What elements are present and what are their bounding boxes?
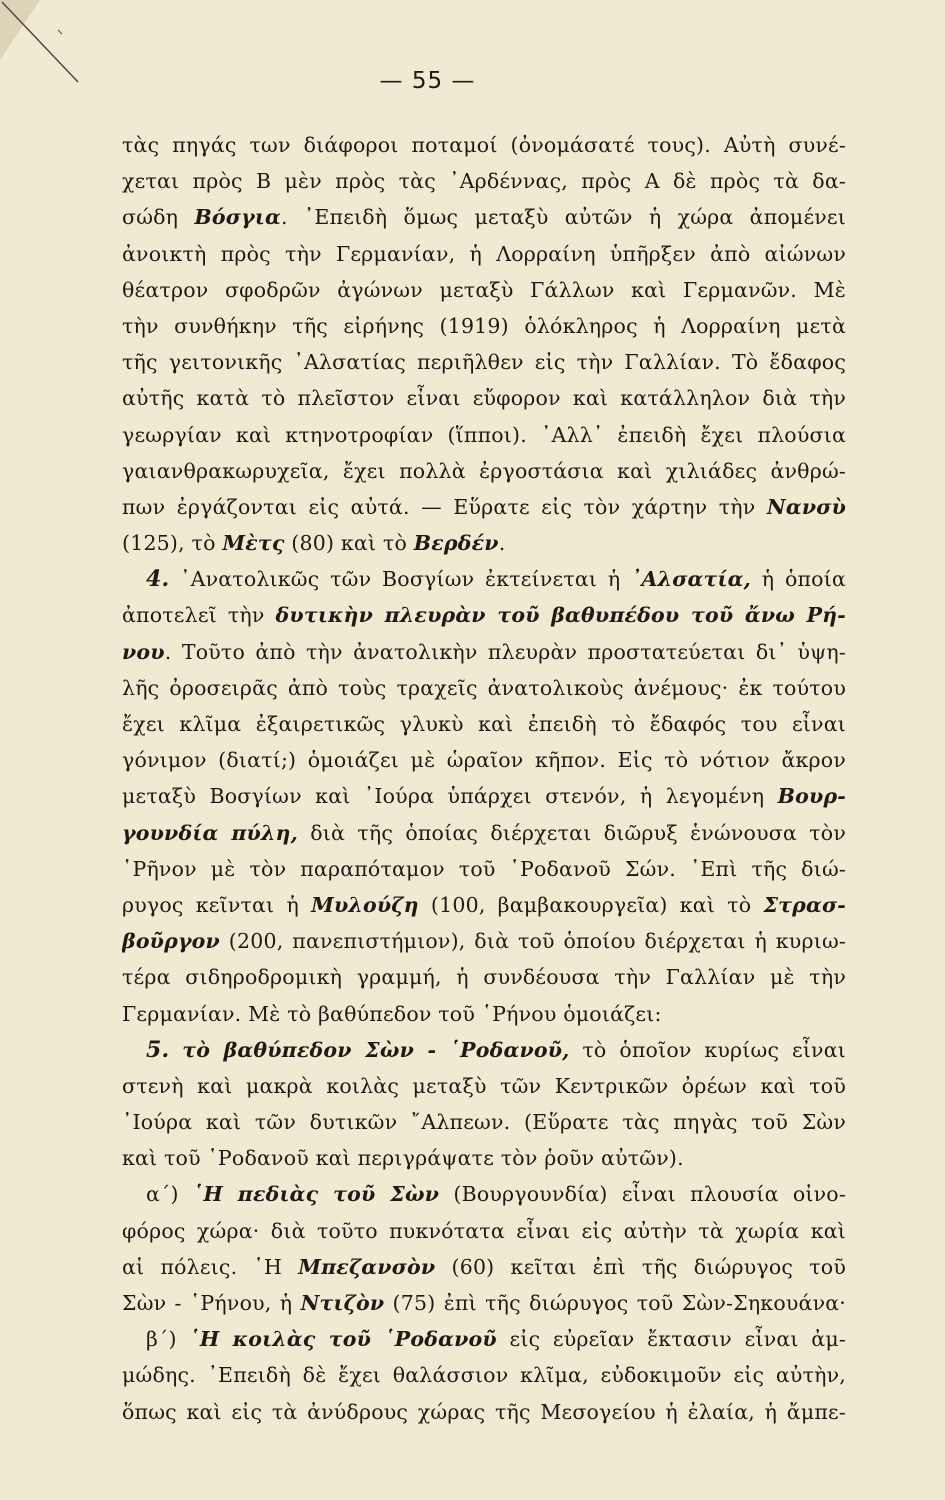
place-name: Μυλούζη bbox=[311, 892, 419, 917]
place-name: ᾿Αλσατία, bbox=[631, 567, 751, 592]
place-name: Μπεζανσὸν bbox=[298, 1254, 436, 1279]
place-name: Βερδέν bbox=[413, 531, 499, 556]
text-body bbox=[122, 127, 846, 1430]
text-line: τέρα σιδηροδρομικὴ γραμμή, ἡ συνδέουσα τὴν Γαλλίαν μὲ τὴν bbox=[122, 965, 846, 990]
text-line: 5. τὸ βαθύπεδον Σὼν - ῾Ροδανοῦ, τὸ ὁποῖον κυρίως εἶναι bbox=[146, 1036, 846, 1063]
text-line: πων ἐργάζονται εἰς αὐτά. — Εὕρατε εἰς τὸν χάρτην τὴν Νανσὺ bbox=[122, 494, 846, 519]
text-line: (125), τὸ Μὲτς (80) καὶ τὸ Βερδέν. bbox=[122, 531, 506, 556]
text-line: ῾Ρῆνον μὲ τὸν παραπόταμον τοῦ ῾Ροδανοῦ Σών. ᾿Επὶ τῆς διώ- bbox=[122, 856, 846, 881]
text-line: ὅπως καὶ εἰς τὰ ἀνύδρους χώρας τῆς Μεσογείου ἡ ἐλαία, ἡ ἄμπε- bbox=[122, 1399, 846, 1424]
text-line: σώδη Βόσγια. ᾿Επειδὴ ὅμως μεταξὺ αὐτῶν ἡ χώρα ἀπομένει bbox=[122, 205, 846, 230]
text-line: ἔχει κλῖμα ἐξαιρετικῶς γλυκὺ καὶ ἐπειδὴ τὸ ἔδαφός του εἶναι bbox=[122, 712, 846, 736]
text-line: μεταξὺ Βοσγίων καὶ ᾿Ιούρα ὑπάρχει στενόν, ἡ λεγομένη Βουρ- bbox=[122, 784, 846, 809]
text-line: τῆς γειτονικῆς ᾿Αλσατίας περιῆλθεν εἰς τὴν Γαλλίαν. Τὸ ἔδαφος bbox=[122, 350, 846, 375]
emphasis-text: δυτικὴν πλευρὰν τοῦ βαθυπέδου τοῦ ἄνω Ρή- bbox=[275, 603, 846, 628]
text-line: λῆς ὀροσειρᾶς ἀπὸ τοὺς τραχεῖς ἀνατολικοὺς ἀνέμους· ἐκ τούτου bbox=[122, 675, 846, 700]
text-line: ἀνοικτὴ πρὸς τὴν Γερμανίαν, ἡ Λορραίνη ὑπῆρξεν ἀπὸ αἰώνων bbox=[122, 241, 846, 266]
text-line: γουνδία πύλη, διὰ τῆς ὁποίας διέρχεται διῶρυξ ἑνώνουσα τὸν bbox=[122, 820, 846, 845]
text-line: τὰς πηγάς των διάφοροι ποταμοί (ὀνομάσατέ τους). Αὐτὴ συνέ- bbox=[122, 133, 846, 157]
text-line: γόνιμον (διατί;) ὁμοιάζει μὲ ὡραῖον κῆπον. Εἰς τὸ νότιον ἄκρον bbox=[122, 748, 846, 773]
text-line: θέατρον σφοδρῶν ἀγώνων μεταξὺ Γάλλων καὶ Γερμανῶν. Μὲ bbox=[122, 277, 846, 302]
page-number: — 55 — bbox=[379, 68, 476, 94]
place-name: βοῦργον bbox=[122, 929, 220, 954]
text-line: α΄) ῾Η πεδιὰς τοῦ Σὼν (Βουργουνδία) εἶναι πλουσία οἰνο- bbox=[146, 1182, 846, 1207]
emphasis-text: νου bbox=[122, 639, 165, 664]
place-name: Νανσὺ bbox=[766, 494, 846, 519]
text-line: φόρος χώρα· διὰ τοῦτο πυκνότατα εἶναι εἰς αὐτὴν τὰ χωρία καὶ bbox=[122, 1218, 846, 1243]
text-line: β΄) ῾Η κοιλὰς τοῦ ῾Ροδανοῦ εἰς εὐρεῖαν ἔκτασιν εἶναι ἀμ- bbox=[146, 1327, 846, 1352]
emphasis-text: ῾Η πεδιὰς τοῦ Σὼν bbox=[192, 1182, 440, 1207]
text-line: αἱ πόλεις. ῾Η Μπεζανσὸν (60) κεῖται ἐπὶ τῆς διώρυγος τοῦ bbox=[122, 1254, 846, 1279]
text-line: ᾿Ιούρα καὶ τῶν δυτικῶν ῎Αλπεων. (Εὕρατε τὰς πηγὰς τοῦ Σὼν bbox=[122, 1110, 846, 1135]
text-line: στενὴ καὶ μακρὰ κοιλὰς μεταξὺ τῶν Κεντρικῶν ὀρέων καὶ τοῦ bbox=[122, 1073, 846, 1098]
text-line: γεωργίαν καὶ κτηνοτροφίαν (ἵπποι). ᾿Αλλ᾿ ἐπειδὴ ἔχει πλούσια bbox=[122, 422, 846, 447]
text-line: βοῦργον (200, πανεπιστήμιον), διὰ τοῦ ὁποίου διέρχεται ἡ κυριω- bbox=[122, 929, 846, 954]
place-name: Βόσγια bbox=[194, 205, 281, 230]
text-line: ἀποτελεῖ τὴν δυτικὴν πλευρὰν τοῦ βαθυπέδου τοῦ ἄνω Ρή- bbox=[122, 603, 846, 628]
emphasis-text: τὸ βαθύπεδον Σὼν - ῾Ροδανοῦ, bbox=[182, 1037, 570, 1062]
section-number: 5. bbox=[146, 1036, 170, 1063]
text-line: καὶ τοῦ ῾Ροδανοῦ καὶ περιγράψατε τὸν ῥοῦν αὐτῶν). bbox=[122, 1146, 684, 1171]
text-line: τὴν συνθήκην τῆς εἰρήνης (1919) ὁλόκληρος ἡ Λορραίνη μετὰ bbox=[122, 313, 846, 338]
text-line: αὐτῆς κατὰ τὸ πλεῖστον εἶναι εὔφορον καὶ κατάλληλον διὰ τὴν bbox=[122, 386, 846, 411]
text-line: γαιανθρακωρυχεῖα, ἔχει πολλὰ ἐργοστάσια καὶ χιλιάδες ἀνθρώ- bbox=[122, 458, 846, 483]
place-name: γουνδία πύλη, bbox=[122, 820, 298, 845]
text-line: Σὼν - ῾Ρήνου, ἡ Ντιζὸν (75) ἐπὶ τῆς διώρυγος τοῦ Σὼν-Σηκουάνα· bbox=[122, 1291, 846, 1315]
text-line: μώδης. ᾿Επειδὴ δὲ ἔχει θαλάσσιον κλῖμα, εὐδοκιμοῦν εἰς αὐτὴν, bbox=[122, 1363, 846, 1388]
place-name: Ντιζὸν bbox=[300, 1291, 385, 1315]
place-name: Βουρ- bbox=[777, 784, 846, 809]
text-line: νου. Τοῦτο ἀπὸ τὴν ἀνατολικὴν πλευρὰν προστατεύεται δι᾿ ὑψη- bbox=[122, 639, 846, 664]
text-line: ρυγος κεῖνται ἡ Μυλούζη (100, βαμβακουργεῖα) καὶ τὸ Στρασ- bbox=[122, 892, 846, 917]
text-line: χεται πρὸς Β μὲν πρὸς τὰς ᾿Αρδέννας, πρὸς Α δὲ πρὸς τὰ δα- bbox=[122, 169, 846, 194]
emphasis-text: ῾Η κοιλὰς τοῦ ῾Ροδανοῦ bbox=[189, 1327, 497, 1352]
text-line: 4. ᾿Ανατολικῶς τῶν Βοσγίων ἐκτείνεται ἡ ᾿Αλσατία, ἡ ὁποία bbox=[146, 566, 846, 593]
place-name: Στρασ- bbox=[763, 892, 846, 917]
place-name: Μὲτς bbox=[222, 531, 285, 556]
section-number: 4. bbox=[146, 566, 170, 593]
text-line: Γερμανίαν. Μὲ τὸ βαθύπεδον τοῦ ῾Ρήνου ὁμοιάζει: bbox=[122, 1001, 662, 1026]
